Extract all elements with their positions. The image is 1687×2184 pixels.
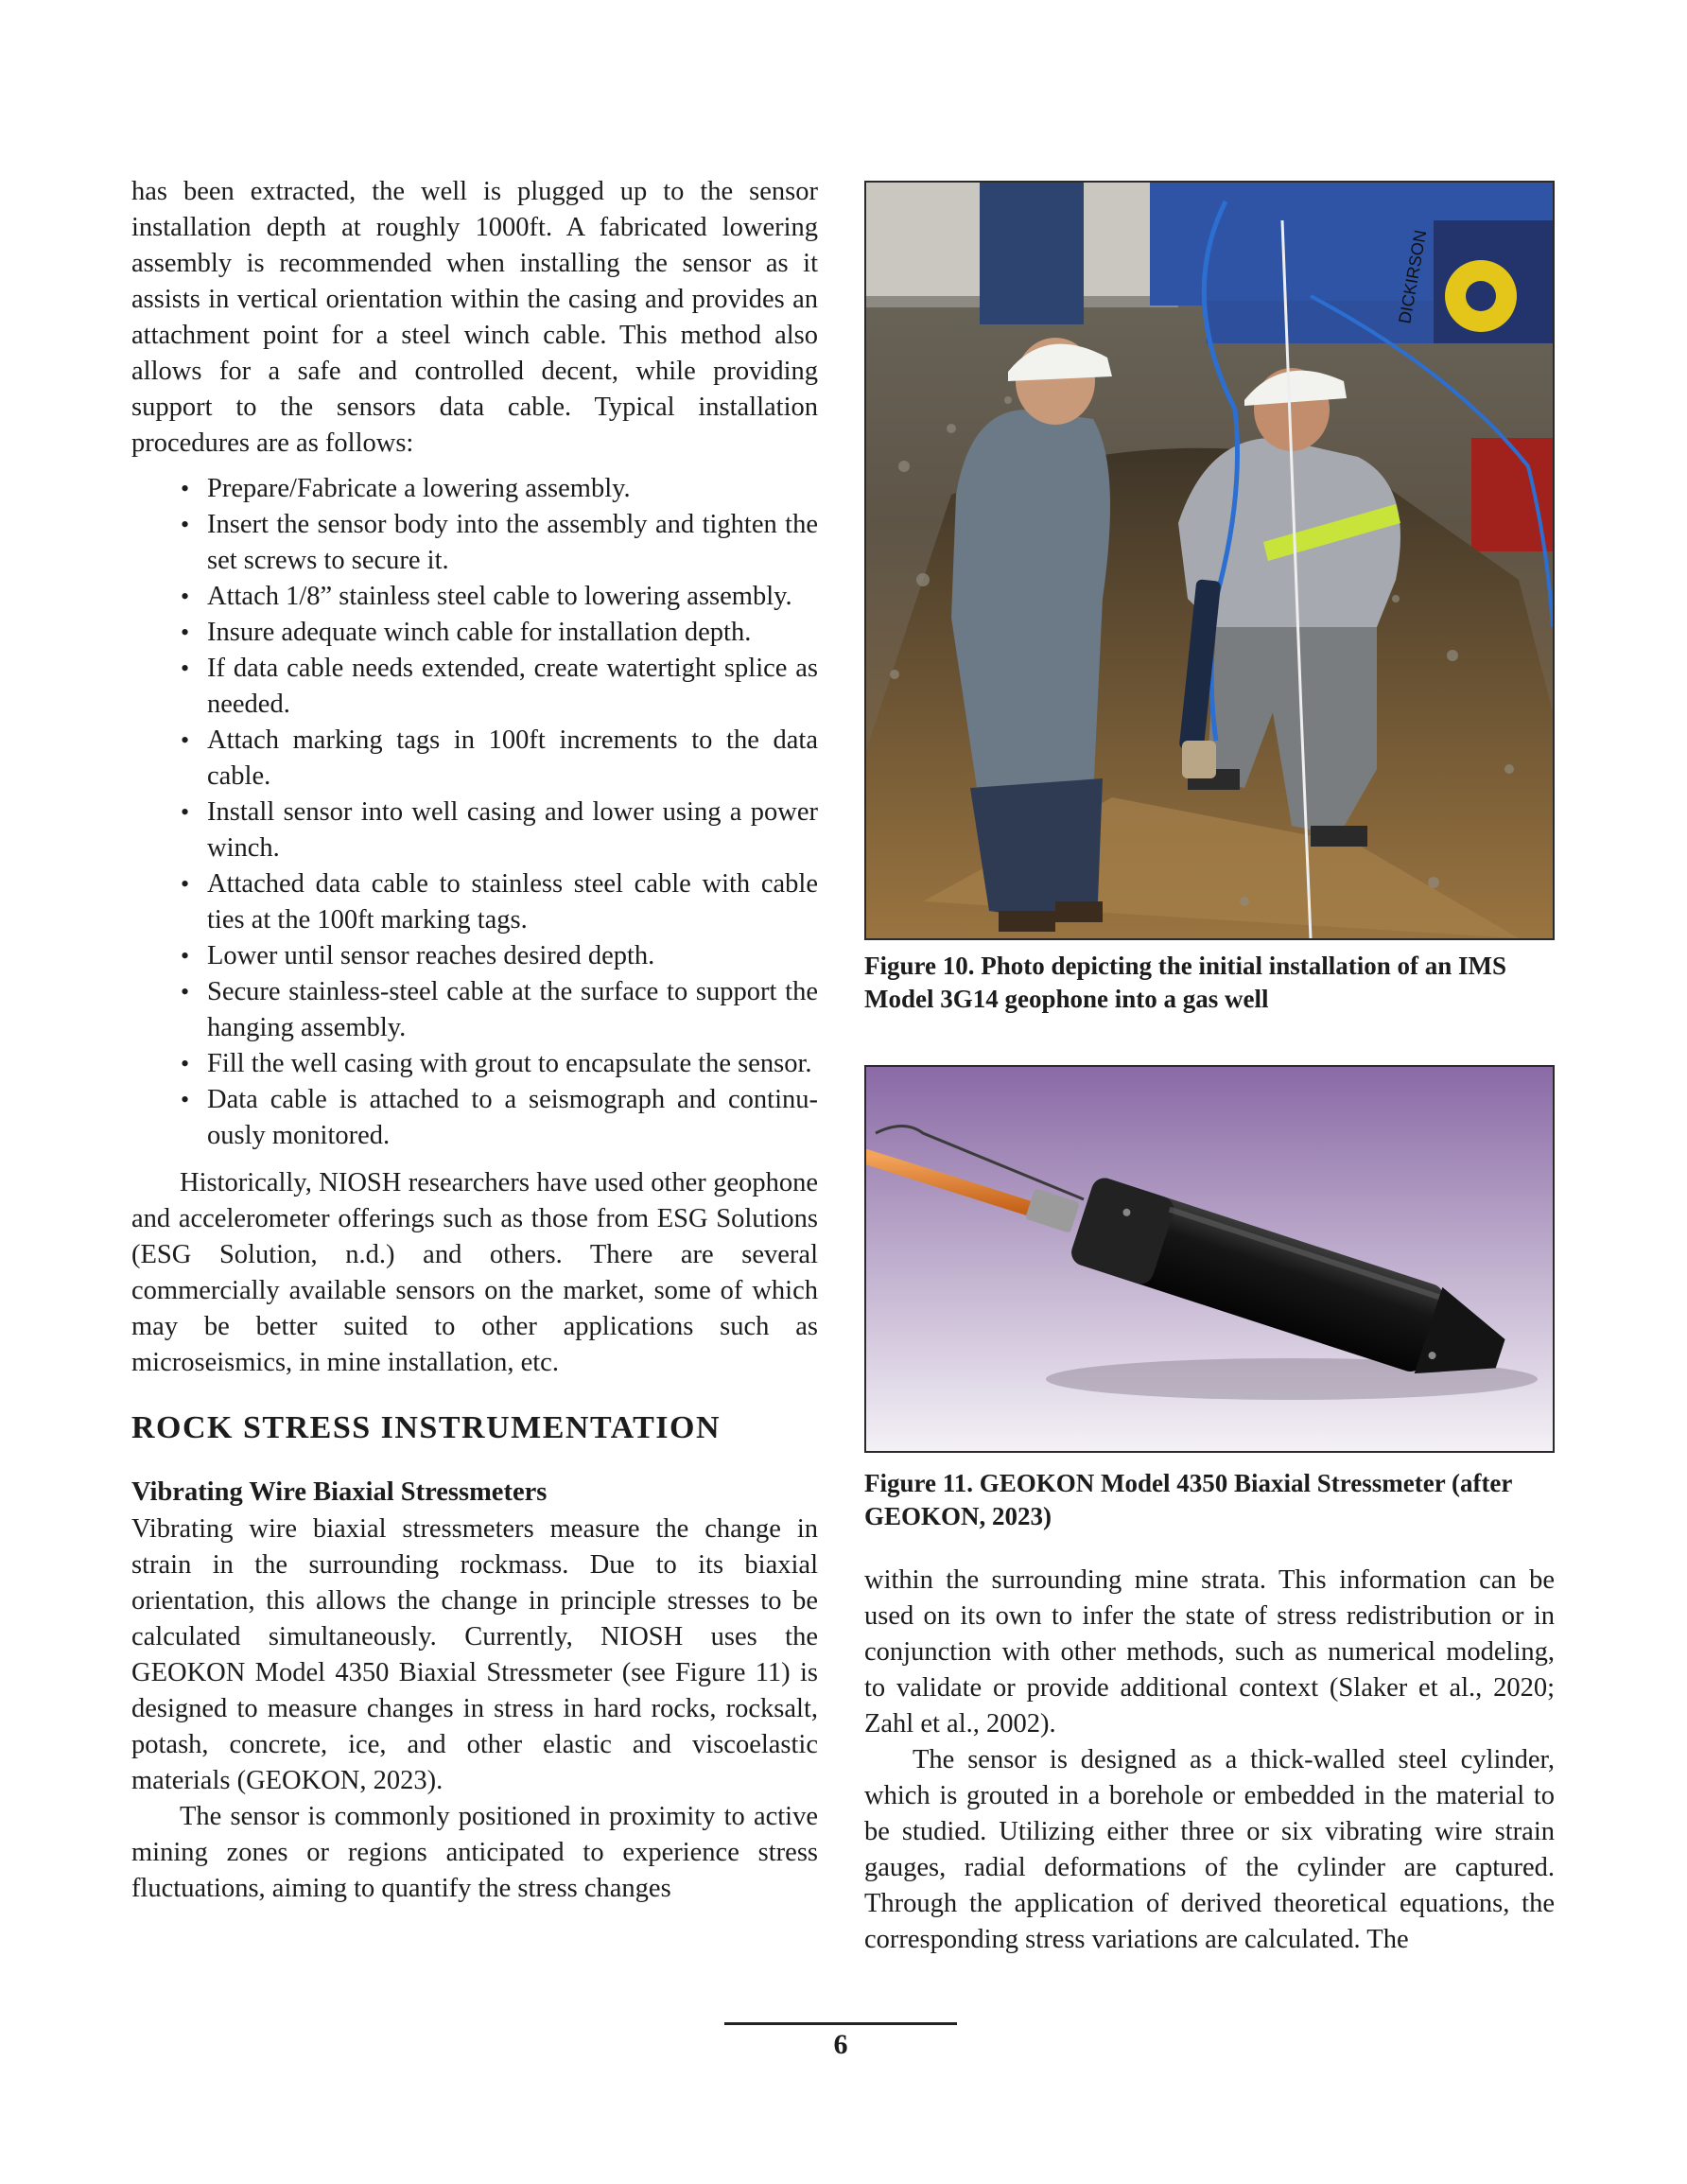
list-item: • Prepare/Fabricate a lowering assembly. <box>131 471 818 507</box>
mine-strata-paragraph: within the surrounding mine strata. This information can be used on its own to infer the state of stress redistribution or in conjunction with other methods, such as numerical modeling, to validate or provide additional context (Slaker et al., 2020; Zahl et al., 2002). <box>864 1565 1555 1738</box>
historically-paragraph: Historically, NIOSH researchers have used other geophone and accelerometer offerings such as those from ESG Solutions (ESG Solution, n.d.) and others. There are several commercially available sensors on the market, some of which may be better suited to other applications such as microseismics, in mine installation, etc. <box>131 1168 818 1377</box>
bullet-icon: • <box>181 511 190 538</box>
section-heading: ROCK STRESS INSTRUMENTATION <box>131 1410 722 1445</box>
list-item: • Fill the well casing with grout to encapsulate the sensor. <box>131 1046 818 1082</box>
figure-10-photo <box>864 181 1555 940</box>
bullet-icon: • <box>181 942 190 970</box>
bullet-icon: • <box>181 475 190 502</box>
intro-paragraph: has been extracted, the well is plugged up to the sensor installation depth at roughly 1000ft. A fabricated lowering assembly is recommended when installing the sensor as it assists in vertical orientation within the casing and provides an attachment point for a steel winch cable. This method also allows for a safe and controlled decent, while providing support to the sensors data cable. Typical installation procedures are as follows: <box>131 177 818 458</box>
list-item: • Attach 1/8” stainless steel cable to lowering assembly. <box>131 579 818 615</box>
bullet-icon: • <box>181 1050 190 1077</box>
figure-11-photo <box>864 1065 1555 1453</box>
list-item: • Install sensor into well casing and lower using a power winch. <box>131 795 818 866</box>
stressmeter-photo-icon <box>866 1067 1553 1451</box>
list-item: • Data cable is attached to a seismograph and continuously monitored. <box>131 1082 818 1154</box>
footer-rule <box>724 2022 957 2025</box>
bullet-icon: • <box>181 870 190 898</box>
geophone-installation-photo-icon <box>866 183 1553 938</box>
list-item: • Attached data cable to stainless steel cable with cable ties at the 100ft marking tags. <box>131 866 818 938</box>
sensor-design-paragraph: The sensor is designed as a thick-walled steel cylinder, which is grouted in a borehole or embedded in the material to be studied. Utilizing either three or six vibrating wire strain gauges, radial deformations of the cylinder are captured. Through the application of derived theoretical equations, the corresponding stress variations are calculated. The <box>864 1745 1555 1954</box>
right-column-text <box>864 1563 1555 1958</box>
list-item: • If data cable needs extended, create watertight splice as needed. <box>131 651 818 723</box>
installation-procedure-list <box>131 471 818 1154</box>
bullet-icon: • <box>181 798 190 826</box>
bullet-icon: • <box>181 655 190 682</box>
list-item: • Insert the sensor body into the assembly and tighten the set screws to secure it. <box>131 507 818 579</box>
page-number: 6 <box>833 2029 848 2060</box>
bullet-icon: • <box>181 583 190 610</box>
bullet-icon: • <box>181 978 190 1005</box>
sensor-positioned-paragraph: The sensor is commonly positioned in proximity to active mining zones or regions anticipated to experience stress fluctuations, aiming to quantify the stress changes <box>131 1802 818 1903</box>
list-item: • Secure stainless-steel cable at the surface to support the hanging assembly. <box>131 974 818 1046</box>
bullet-icon: • <box>181 726 190 754</box>
figure-11-caption: Figure 11. GEOKON Model 4350 Biaxial Stressmeter (after GEOKON, 2023) <box>864 1469 1512 1530</box>
list-item: • Insure adequate winch cable for installation depth. <box>131 615 818 651</box>
rig-sign-text: DICKIRSON <box>1395 228 1431 325</box>
figure-10-caption: Figure 10. Photo depicting the initial installation of an IMS Model 3G14 geophone into a gas well <box>864 952 1507 1013</box>
bullet-icon: • <box>181 1086 190 1113</box>
bullet-icon: • <box>181 619 190 646</box>
vibrating-wire-paragraph: Vibrating wire biaxial stressmeters measure the change in strain in the surrounding rockmass. Due to its biaxial orientation, this allows the change in principle stresses to be calculated simultaneously. Currently, NIOSH uses the GEOKON Model 4350 Biaxial Stressmeter (see Figure 11) is designed to measure changes in stress in hard rocks, rocksalt, potash, concrete, ice, and other elastic and viscoelastic materials (GEOKON, 2023). <box>131 1514 818 1795</box>
left-column <box>131 174 818 1907</box>
list-item: • Attach marking tags in 100ft increments to the data cable. <box>131 723 818 795</box>
list-item: • Lower until sensor reaches desired depth. <box>131 938 818 974</box>
subsection-heading: Vibrating Wire Biaxial Stressmeters <box>131 1477 548 1507</box>
